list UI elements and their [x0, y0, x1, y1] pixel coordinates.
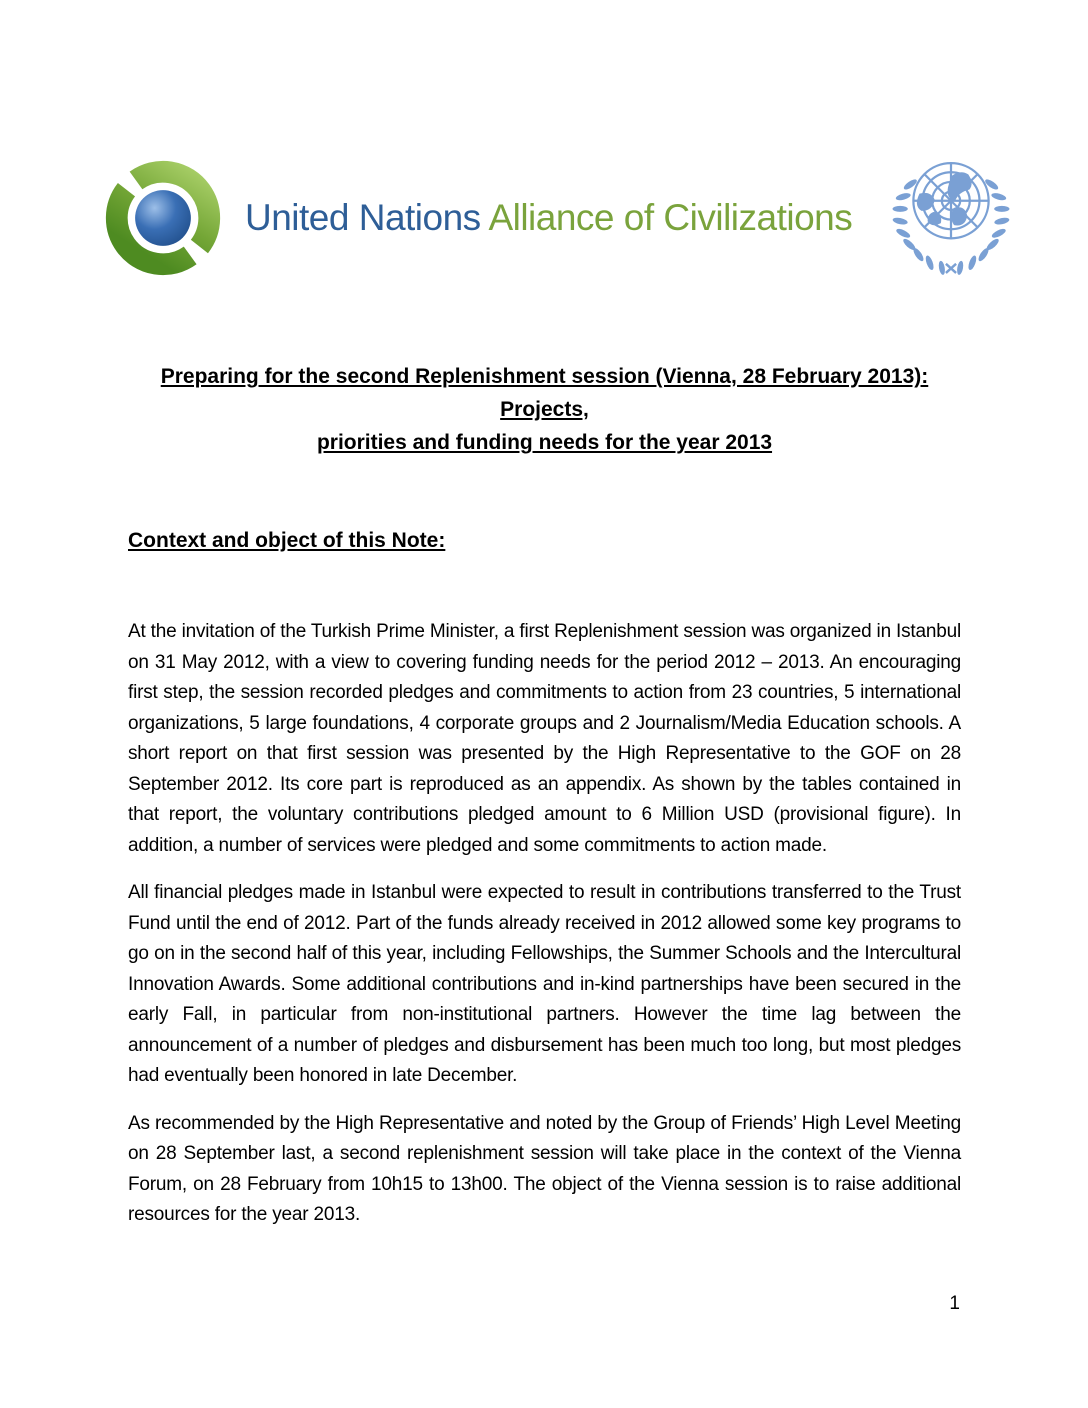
page-number: 1	[949, 1293, 960, 1314]
unaoc-swirl-icon	[95, 150, 231, 286]
document-title-line-1: Preparing for the second Replenishment session (Vienna, 28 February 2013): Projects,	[160, 365, 929, 421]
document-title	[128, 360, 961, 459]
document-title-line-2: priorities and funding needs for the year 2013	[316, 431, 773, 454]
logo-text-alliance: Alliance of Civilizations	[488, 197, 853, 238]
un-emblem-icon	[890, 146, 1012, 286]
unaoc-logo	[95, 150, 852, 286]
document-content	[128, 360, 961, 1248]
paragraph-1: At the invitation of the Turkish Prime Minister, a first Replenishment session was organized in Istanbul on 31 May 2012, with a view to covering funding needs for the period 2012 – 2013. An encouraging first step, the session recorded pledges and commitments to action from 23 countries, 5 international organizations, 5 large foundations, 4 corporate groups and 2 Journalism/Media Education schools. A short report on that first session was presented by the High Representative to the GOF on 28 September 2012. Its core part is reproduced as an appendix. As shown by the tables contained in that report, the voluntary contributions pledged amount to 6 Million USD (provisional figure). In addition, a number of services were pledged and some commitments to action made.	[128, 621, 961, 856]
paragraph-2: All financial pledges made in Istanbul were expected to result in contributions transferred to the Trust Fund until the end of 2012. Part of the funds already received in 2012 allowed some key programs to go on in the second half of this year, including Fellowships, the Summer Schools and the Intercultural Innovation Awards. Some additional contributions and in-kind partnerships have been secured in the early Fall, in particular from non-institutional partners. However the time lag between the announcement of a number of pledges and disbursement has been much too long, but most pledges had eventually been honored in late December.	[128, 882, 961, 1086]
unaoc-logo-text	[245, 150, 852, 286]
logo-text-united-nations: United Nations	[245, 197, 481, 238]
section-heading: Context and object of this Note:	[128, 529, 446, 552]
body-text	[128, 617, 961, 1231]
paragraph-3: As recommended by the High Representative and noted by the Group of Friends’ High Level Meeting on 28 September last, a second replenishment session will take place in the context of the Vienna Forum, on 28 February from 10h15 to 13h00. The object of the Vienna session is to raise additional resources for the year 2013.	[128, 1112, 961, 1225]
